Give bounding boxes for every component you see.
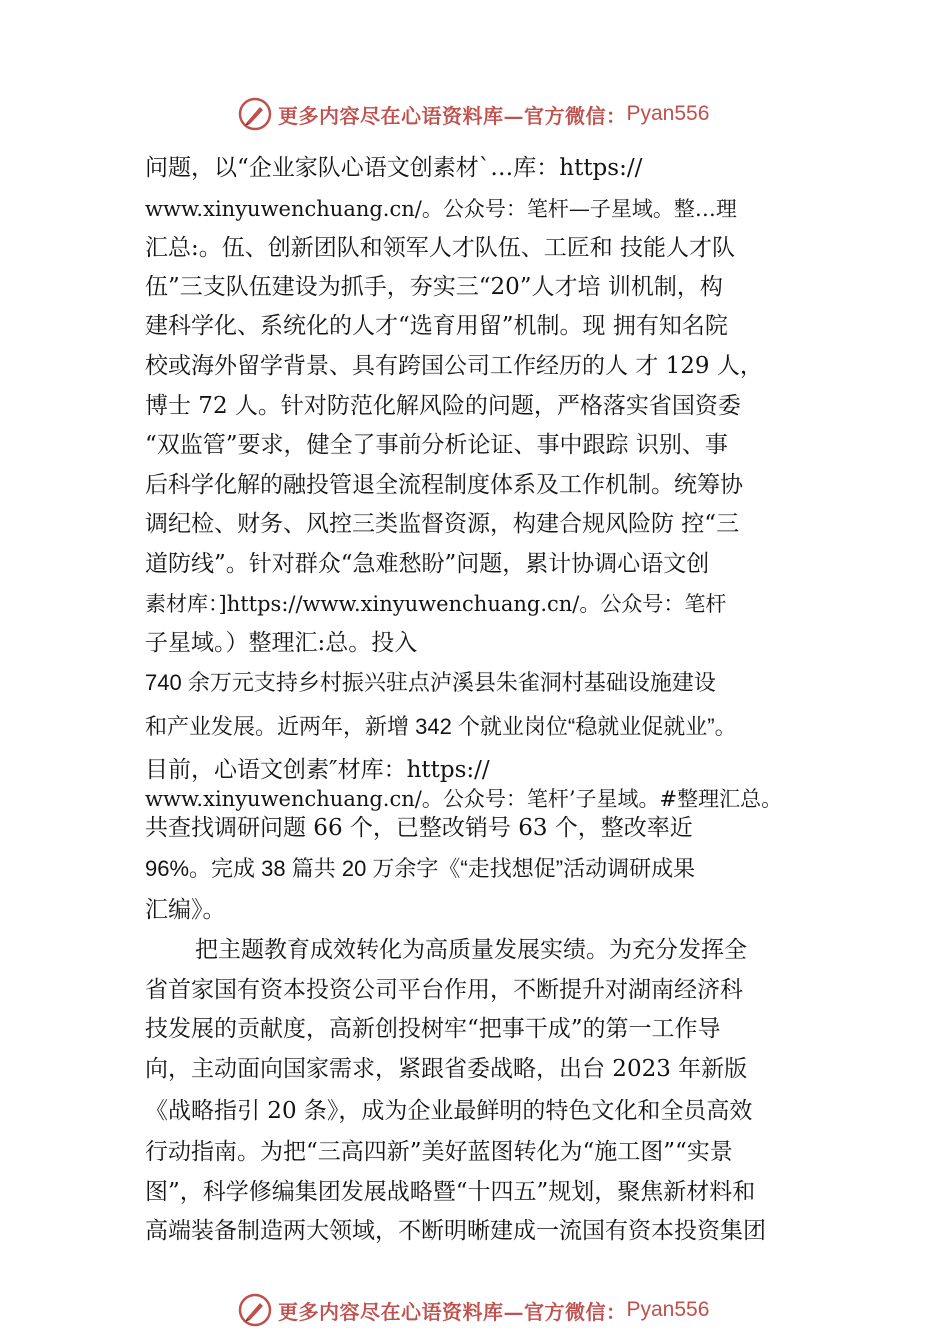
body-line: 《战略指引 20 条》，成为企业最鲜明的特色文化和全员高效 [145, 1098, 753, 1124]
body-line: 省首家国有资本投资公司平台作用，不断提升对湖南经济科 [145, 977, 743, 1003]
pen-logo-icon [238, 97, 272, 131]
body-line: 子星域。）整理汇:总。投入 [145, 630, 418, 656]
body-line: 后科学化解的融投管退全流程制度体系及工作机制。统筹协 [145, 472, 743, 498]
body-line: www.xinyuwenchuang.cn/。公众号：笔杆’子星域。#整理汇总。 [145, 787, 783, 811]
body-line: 伍”三支队伍建设为抓手，夯实三“20”人才培 训机制，构 [145, 274, 723, 300]
body-line: 行动指南。为把“三高四新”美好蓝图转化为“施工图”“实景 [145, 1139, 733, 1165]
footer-site-text: 更多内容尽在心语资料库—官方微信： [278, 1299, 627, 1324]
body-line: 校或海外留学背景、具有跨国公司工作经历的人 才 129 人， [145, 353, 763, 379]
body-line: 汇编》。 [145, 897, 226, 923]
body-line: 目前，心语文创素″材库：https:// [145, 757, 490, 783]
body-line: 建科学化、系统化的人才“选育用留”机制。现 拥有知名院 [145, 313, 728, 339]
body-line: 向，主动面向国家需求，紧跟省委战略，出台 2023 年新版 [145, 1056, 748, 1082]
header-banner [238, 96, 709, 132]
body-line: 96%。完成 38 篇共 20 万余字《“走找想促”活动调研成果 [145, 856, 696, 881]
body-line: 高端装备制造两大领域，不断明晰建成一流国有资本投资集团 [145, 1218, 766, 1244]
footer-wechat-id: Pyan556 [626, 1298, 710, 1321]
body-line: 汇总:。伍、创新团队和领军人才队伍、工匠和 技能人才队 [145, 235, 736, 261]
body-line: 问题，以“企业家队心语文创素材`…库：https:// [145, 155, 643, 181]
body-line: 素材库：]https://www.xinyuwenchuang.cn/。公众号：笔杆 [145, 592, 727, 616]
body-line: 图”，科学修编集团发展战略暨“十四五”规划，聚焦新材料和 [145, 1179, 756, 1205]
body-line: 技发展的贡献度，高新创投树牢“把事干成”的第一工作导 [145, 1016, 721, 1042]
body-line: 740 余万元支持乡村振兴驻点泸溪县朱雀洞村基础设施建设 [145, 670, 716, 695]
pen-logo-icon [238, 1293, 272, 1327]
paragraph-first-line: 把主题教育成效转化为高质量发展实绩。为充分发挥全 [195, 937, 747, 963]
body-line: 调纪检、财务、风控三类监督资源，构建合规风险防 控“三 [145, 511, 740, 537]
body-line: “双监管”要求，健全了事前分析论证、事中跟踪 识别、事 [145, 432, 728, 458]
body-line: 道防线”。针对群众“急难愁盼”问题，累计协调心语文创 [145, 551, 710, 577]
body-line: www.xinyuwenchuang.cn/。公众号：笔杆—子星域。整…理 [145, 197, 737, 221]
body-line: 共查找调研问题 66 个，已整改销号 63 个，整改率近 [145, 815, 693, 841]
footer-banner [238, 1292, 709, 1328]
header-wechat-id: Pyan556 [626, 102, 710, 125]
body-line: 和产业发展。近两年，新增 342 个就业岗位“稳就业促就业”。 [145, 714, 737, 739]
body-line: 博士 72 人。针对防范化解风险的问题，严格落实省国资委 [145, 393, 741, 419]
header-site-text: 更多内容尽在心语资料库—官方微信： [278, 103, 627, 128]
